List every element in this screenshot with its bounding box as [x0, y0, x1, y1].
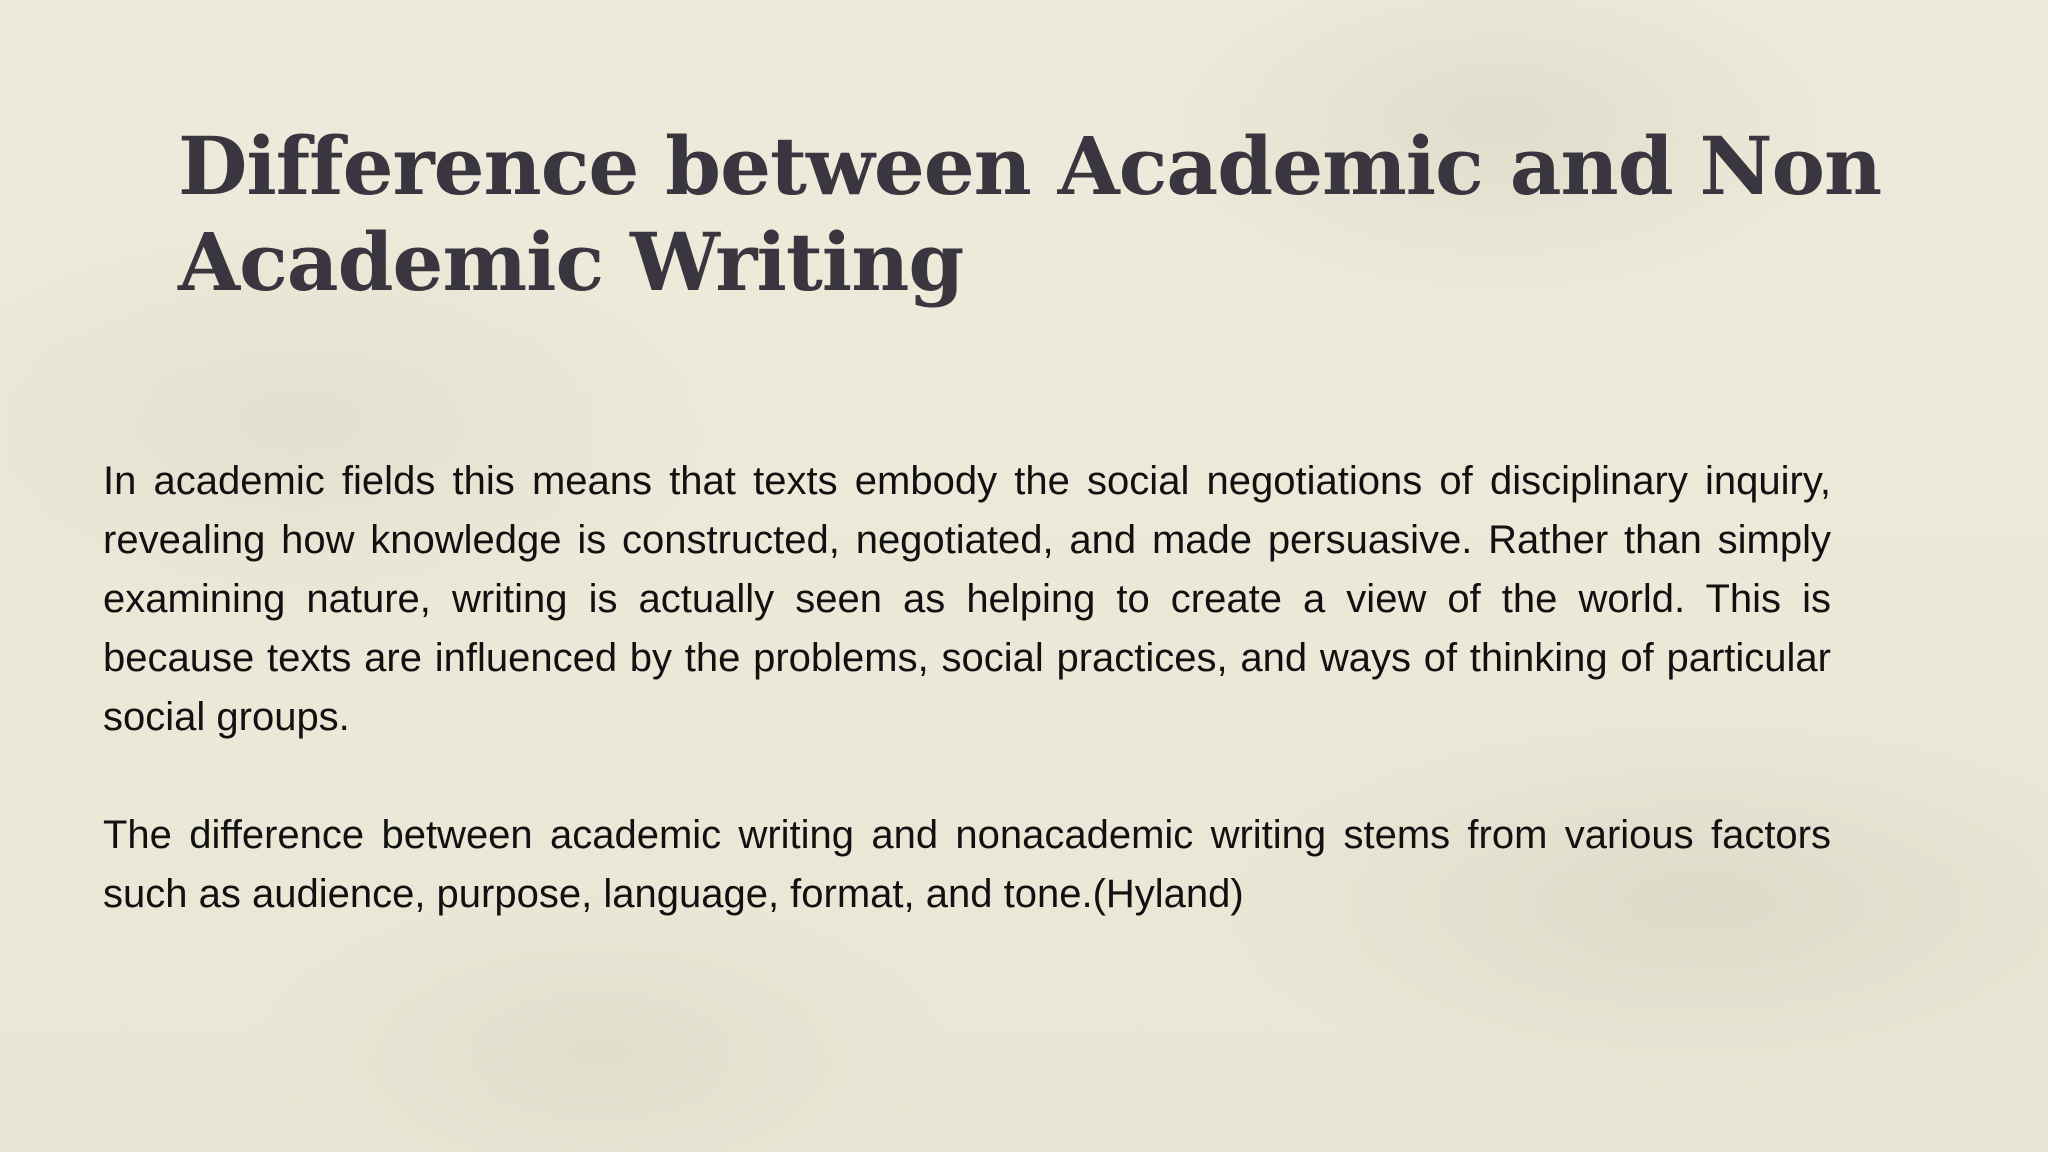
slide-title-line-2: Academic Writing [178, 215, 964, 309]
body-paragraph-1: In academic fields this means that texts embody the social negotiations of disciplinary inquiry, revealing how knowledge is constructed, negotiated, and made persuasive. Rather than simply examining nature, writing is actually seen as helping to create a view of the world. This is because texts are influenced by the problems, social practices, and ways of thinking of particular social groups. [103, 459, 1831, 739]
body-paragraph-2: The difference between academic writing and nonacademic writing stems from various factors such as audience, purpose, language, format, and tone.(Hyland) [103, 813, 1831, 916]
slide-title-line-1: Difference between Academic and Non [178, 119, 1882, 213]
slide-body [103, 452, 1831, 924]
slide-title [178, 118, 1978, 310]
